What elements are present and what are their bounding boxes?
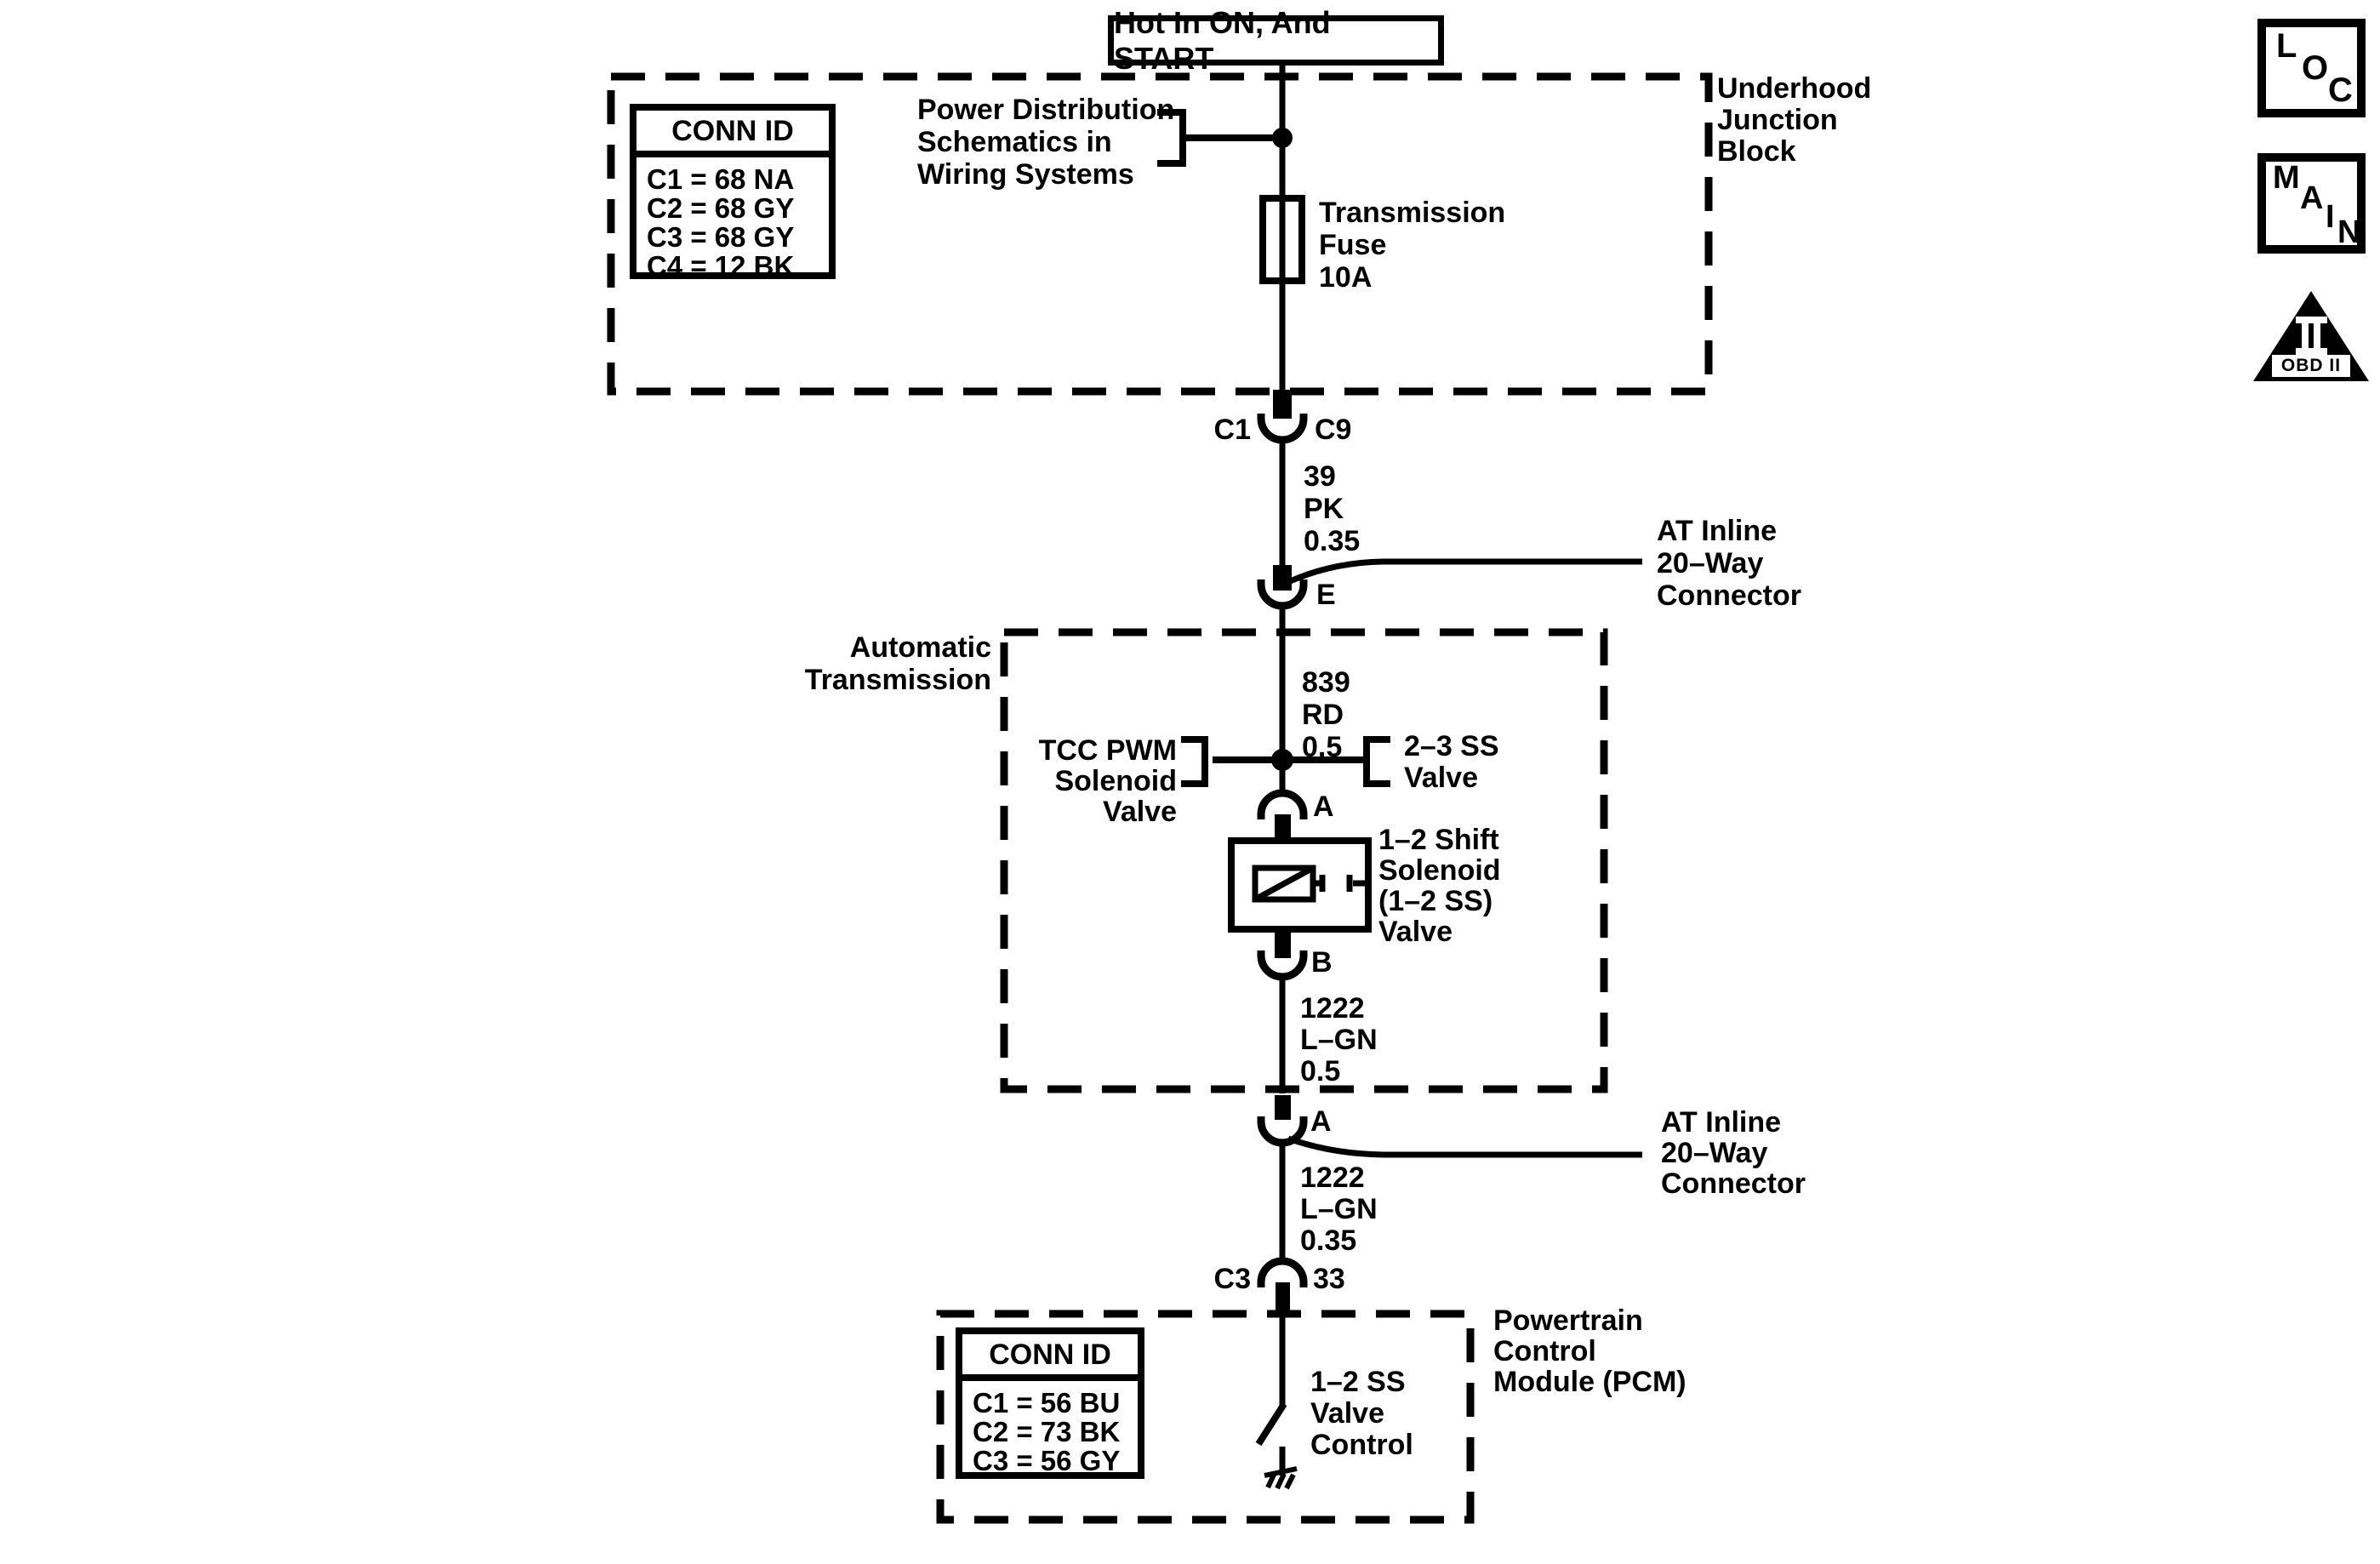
valve-control-label: 1–2 SS Valve Control [1310,1366,1413,1461]
conn-id-row: C2 = 73 BK [973,1416,1121,1447]
power-source-label: Hot In ON, And START [1114,4,1331,76]
automatic-transmission-title: Automatic Transmission [804,631,991,696]
conn-id-row: C4 = 12 BK [647,250,795,282]
power-source-box [1108,4,1444,76]
ground-icon [1264,1469,1297,1488]
power-distribution-branch [1157,109,1293,167]
at-inline-bottom-leader [1288,1139,1642,1155]
wire-label-839-rd: 839 RD 0.5 [1302,666,1350,763]
shift-solenoid-icon [1231,841,1368,929]
conn-id-rows [962,1381,1138,1476]
connector-a-solenoid-icon [1261,793,1304,842]
pcm-title: Powertrain Control Module (PCM) [1493,1304,1687,1398]
junction-dot [1272,128,1293,148]
shift-solenoid-label: 1–2 Shift Solenoid (1–2 SS) Valve [1378,824,1501,948]
underhood-junction-block-title: Underhood Junction Block [1717,72,1872,168]
power-distribution-label: Power Distribution Schematics in Wiring Systems [917,94,1175,191]
junction-dot [1271,749,1293,771]
at-inline-bottom-label: AT Inline 20–Way Connector [1661,1106,1806,1200]
tcc-pwm-bracket [1181,736,1205,787]
main-badge: M A I N [2257,153,2366,254]
pcm-conn-id-table [956,1327,1144,1479]
pcm-switch-icon [1258,1404,1284,1476]
pin-label-c3: C3 [1213,1263,1251,1295]
connector-b-icon [1261,929,1304,977]
conn-id-row: C1 = 68 NA [647,163,795,195]
at-inline-top-label: AT Inline 20–Way Connector [1657,515,1801,612]
conn-id-header: CONN ID [636,111,829,157]
loc-badge: L O C [2257,19,2366,117]
conn-id-row: C2 = 68 GY [647,192,795,224]
fuse-label: Transmission Fuse 10A [1319,197,1506,294]
conn-id-header: CONN ID [962,1334,1138,1381]
wire-label-39-pk: 39 PK 0.35 [1304,460,1361,557]
obd2-badge-label: OBD II [2272,355,2350,377]
pin-label-a-solenoid: A [1313,791,1334,823]
conn-id-row: C3 = 68 GY [647,221,795,253]
pin-label-a-inline: A [1310,1105,1332,1138]
connector-c1-c9-icon [1261,390,1304,440]
pin-label-c1: C1 [1213,414,1251,446]
pin-label-33: 33 [1313,1263,1345,1295]
conn-id-row: C3 = 56 GY [973,1445,1121,1476]
at-inline-top-leader [1288,562,1642,582]
ss-23-valve-label: 2–3 SS Valve [1404,730,1499,794]
tcc-junction [1181,736,1390,787]
pin-label-e: E [1316,579,1336,611]
conn-id-row: C1 = 56 BU [973,1387,1121,1418]
connector-a-inline-icon [1261,1095,1304,1143]
wire-label-1222-035: 1222 L–GN 0.35 [1300,1162,1378,1257]
obd-pillar-icon [2296,317,2327,355]
connector-e-icon [1261,565,1304,606]
pin-label-c9: C9 [1315,414,1352,446]
tcc-pwm-label: TCC PWM Solenoid Valve [1038,734,1177,828]
pin-label-b: B [1311,946,1333,979]
connector-c3-33-icon [1261,1261,1304,1315]
conn-id-rows [636,157,829,281]
ujb-conn-id-table [630,104,836,282]
wire-label-1222-05: 1222 L–GN 0.5 [1300,992,1378,1087]
ss23-bracket [1367,736,1390,787]
